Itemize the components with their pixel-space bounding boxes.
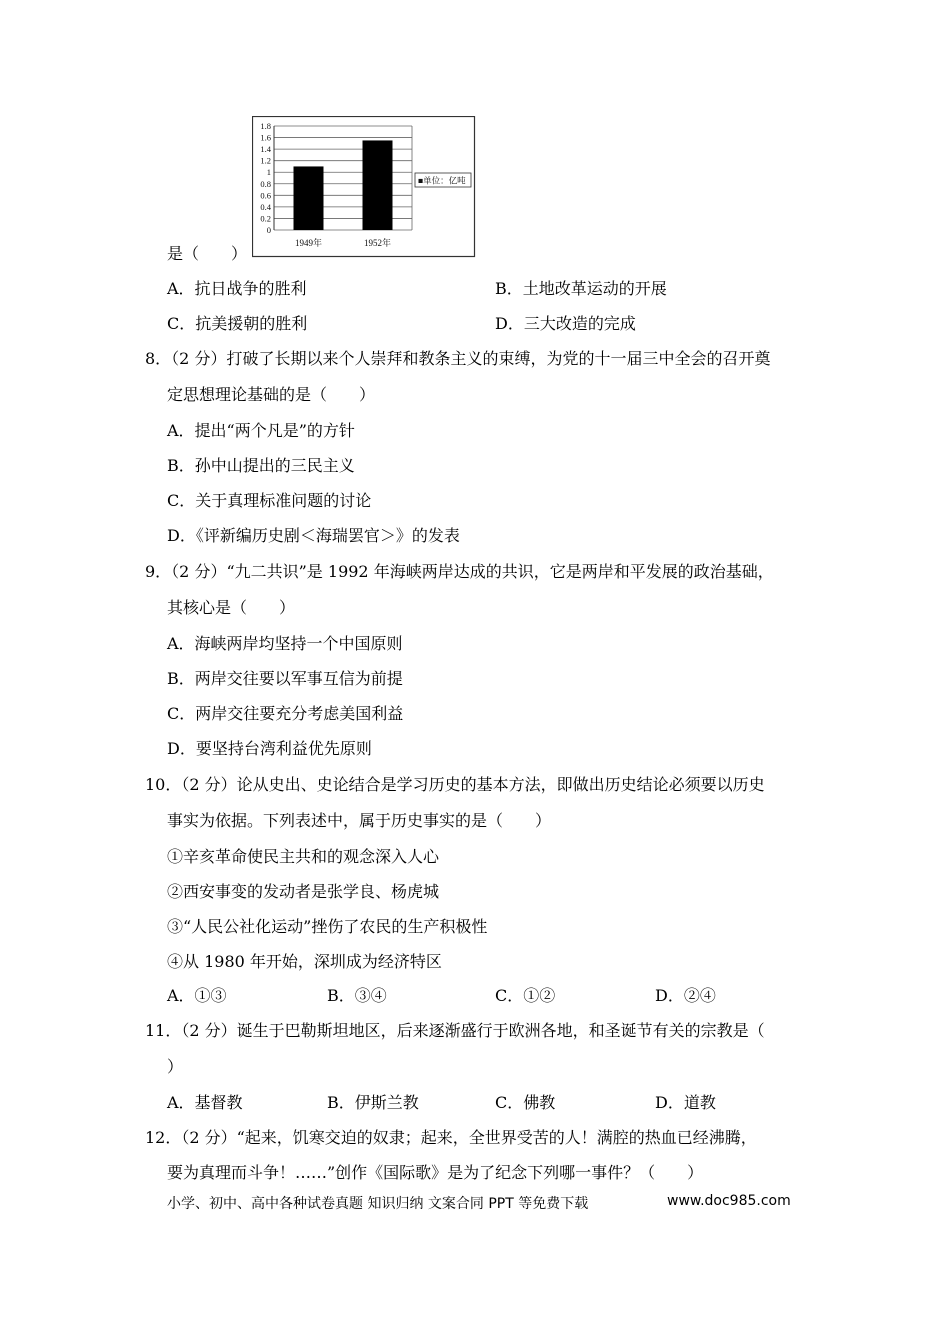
q10-option-d[interactable]: D．②④ [655,986,716,1005]
q9-option-b[interactable]: B．两岸交往要以军事互信为前提 [167,669,403,688]
y-tick-label: 1.4 [260,144,271,155]
y-tick-label: 1.8 [260,121,271,131]
q7-option-c[interactable]: C．抗美援朝的胜利 [167,314,308,333]
q7-option-d[interactable]: D．三大改造的完成 [495,314,636,333]
q11-option-b[interactable]: B．伊斯兰教 [327,1093,419,1112]
q8-option-d[interactable]: D．《评新编历史剧＜海瑞罢官＞》的发表 [167,526,460,545]
footer-url[interactable]: www.doc985.com [667,1193,791,1209]
bar [363,140,393,230]
q11-stem-line2: ） [167,1057,184,1076]
q10-stem-line2: 事实为依据。下列表述中，属于历史事实的是（ ） [167,811,552,830]
q10-stem-line1: 10．（2 分）论从史出、史论结合是学习历史的基本方法，即做出历史结论必须要以历史 [145,775,765,794]
y-tick-label: 0 [266,225,271,235]
q11-option-a[interactable]: A．基督教 [167,1093,243,1112]
q11-option-c[interactable]: C．佛教 [495,1093,556,1112]
bar-chart-svg [252,116,476,258]
x-tick-label: 1949年 [294,238,323,248]
q11-option-d[interactable]: D．道教 [655,1093,716,1112]
bar-chart [252,116,476,258]
x-tick-label: 1952年 [363,238,392,248]
q10-option-c[interactable]: C．①② [495,986,556,1005]
q7-option-b[interactable]: B．土地改革运动的开展 [495,279,667,298]
q7-option-a[interactable]: A．抗日战争的胜利 [167,279,307,298]
y-tick-label: 0.6 [260,190,271,201]
q9-stem-line1: 9．（2 分）“九二共识”是 1992 年海峡两岸达成的共识，它是两岸和平发展的政治基础， [145,562,774,581]
y-tick-label: 1.2 [260,155,271,166]
q10-item-3: ③“人民公社化运动”挫伤了农民的生产积极性 [167,917,488,936]
q8-option-b[interactable]: B．孙中山提出的三民主义 [167,456,355,475]
q10-option-a[interactable]: A．①③ [167,986,227,1005]
q8-stem-line2: 定思想理论基础的是（ ） [167,385,376,404]
bar [294,166,324,230]
q8-option-c[interactable]: C．关于真理标准问题的讨论 [167,491,372,510]
y-tick-label: 0.8 [260,178,271,189]
footer-text: 小学、初中、高中各种试卷真题 知识归纳 文案合同 PPT 等免费下载 [167,1196,589,1212]
y-tick-label: 1.6 [260,132,271,143]
y-tick-label: 1 [266,167,271,178]
q8-stem-line1: 8．（2 分）打破了长期以来个人崇拜和教条主义的束缚，为党的十一届三中全会的召开奠 [145,349,771,368]
q10-item-4: ④从 1980 年开始，深圳成为经济特区 [167,952,442,971]
legend-label: ■单位：亿吨 [418,175,466,186]
q10-option-b[interactable]: B．③④ [327,986,387,1005]
q10-item-1: ①辛亥革命使民主共和的观念深入人心 [167,847,440,866]
y-tick-label: 0.4 [260,201,271,212]
y-tick-label: 0.2 [260,213,271,224]
q9-option-a[interactable]: A．海峡两岸均坚持一个中国原则 [167,634,403,653]
q9-option-d[interactable]: D．要坚持台湾利益优先原则 [167,739,372,758]
q7-stem-end: 是（ ） [167,244,248,263]
q12-stem-line1: 12．（2 分）“起来，饥寒交迫的奴隶；起来，全世界受苦的人！满腔的热血已经沸腾， [145,1128,757,1147]
q10-item-2: ②西安事变的发动者是张学良、杨虎城 [167,882,440,901]
q12-stem-line2: 要为真理而斗争！……”创作《国际歌》是为了纪念下列哪一事件？（ ） [167,1163,704,1182]
q9-stem-line2: 其核心是（ ） [167,598,296,617]
q9-option-c[interactable]: C．两岸交往要充分考虑美国利益 [167,704,404,723]
q8-option-a[interactable]: A．提出“两个凡是”的方针 [167,421,355,440]
q11-stem-line1: 11．（2 分）诞生于巴勒斯坦地区，后来逐渐盛行于欧洲各地，和圣诞节有关的宗教是（ [145,1021,765,1040]
